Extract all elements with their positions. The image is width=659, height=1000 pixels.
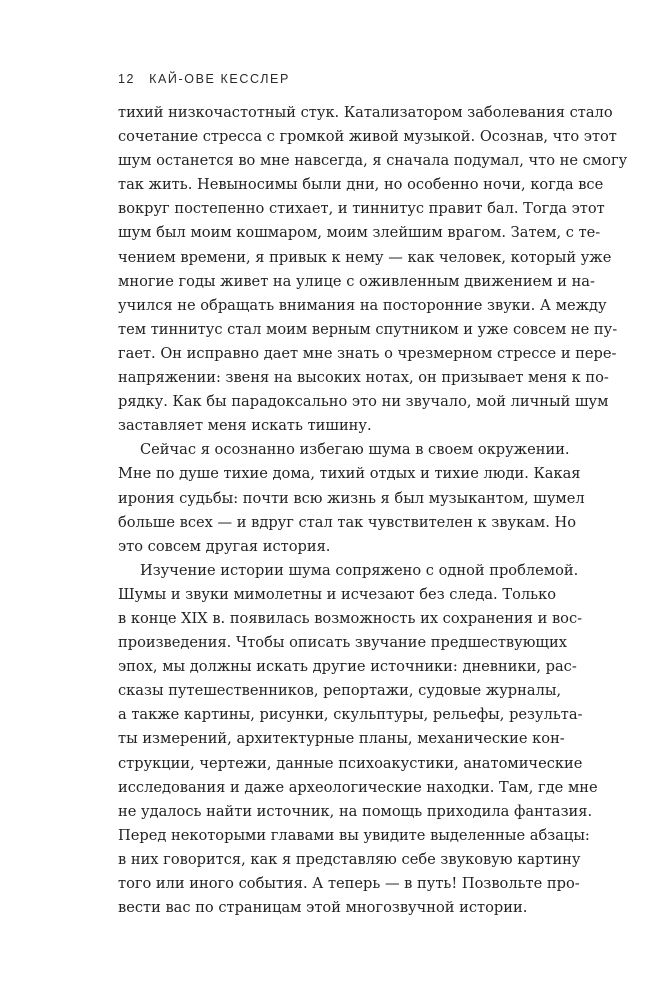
text-line: струкции, чертежи, данные психоакустики, анатомические <box>118 754 583 772</box>
text-line: заставляет меня искать тишину. <box>118 417 372 435</box>
paragraph-1 <box>118 101 628 438</box>
text-line: Изучение истории шума сопряжено с одной проблемой. <box>140 561 579 579</box>
running-head <box>118 72 290 86</box>
text-line: шум был моим кошмаром, моим злейшим врагом. Затем, с те- <box>118 224 601 242</box>
text-line: исследования и даже археологические находки. Там, где мне <box>118 778 598 796</box>
text-line: эпох, мы должны искать другие источники: дневники, рас- <box>118 658 577 676</box>
paragraph-3 <box>118 559 598 920</box>
paragraph-2 <box>118 438 585 558</box>
text-line: тем тиннитус стал моим верным спутником и уже совсем не пу- <box>118 320 618 338</box>
text-line: рядку. Как бы парадоксально это ни звучало, мой личный шум <box>118 393 609 411</box>
text-line: в конце XIX в. появилась возможность их сохранения и вос- <box>118 609 583 627</box>
text-line: Перед некоторыми главами вы увидите выделенные абзацы: <box>118 826 590 844</box>
text-line: так жить. Невыносимы были дни, но особенно ночи, когда все <box>118 176 604 194</box>
text-line: больше всех — и вдруг стал так чувствителен к звукам. Но <box>118 513 577 531</box>
text-line: того или иного события. А теперь — в путь! Позвольте про- <box>118 875 580 892</box>
text-line: Сейчас я осознанно избегаю шума в своем окружении. <box>140 441 570 459</box>
text-line: тихий низкочастотный стук. Катализатором заболевания стало <box>118 104 613 121</box>
text-line: в них говорится, как я представляю себе звуковую картину <box>118 850 581 868</box>
text-line: Шумы и звуки мимолетны и исчезают без следа. Только <box>118 585 556 603</box>
text-line: ирония судьбы: почти всю жизнь я был музыкантом, шумел <box>118 489 585 507</box>
text-line: учился не обращать внимания на посторонние звуки. А между <box>118 296 607 314</box>
text-line: Мне по душе тихие дома, тихий отдых и тихие люди. Какая <box>118 465 581 483</box>
text-line: чением времени, я привык к нему — как человек, который уже <box>118 248 612 266</box>
text-line: это совсем другая история. <box>118 537 331 555</box>
text-line: шум останется во мне навсегда, я сначала подумал, что не смогу <box>118 152 628 170</box>
running-head-author: КАЙ-ОВЕ КЕССЛЕР <box>149 72 290 86</box>
text-line: многие годы живет на улице с оживленным движением и на- <box>118 272 595 290</box>
text-line: сказы путешественников, репортажи, судовые журналы, <box>118 682 562 700</box>
text-line: а также картины, рисунки, скульптуры, рельефы, результа- <box>118 706 583 724</box>
text-line: напряжении: звеня на высоких нотах, он призывает меня к по- <box>118 369 609 387</box>
text-line: вокруг постепенно стихает, и тиннитус правит бал. Тогда этот <box>118 200 605 218</box>
text-line: гает. Он исправно дает мне знать о чрезмерном стрессе и пере- <box>118 344 617 362</box>
text-line: произведения. Чтобы описать звучание предшествующих <box>118 634 567 652</box>
text-line: вести вас по страницам этой многозвучной истории. <box>118 899 528 917</box>
text-line: ты измерений, архитектурные планы, механические кон- <box>118 730 565 748</box>
body-text <box>118 101 628 920</box>
text-line: сочетание стресса с громкой живой музыкой. Осознав, что этот <box>118 128 617 146</box>
text-line: не удалось найти источник, на помощь приходила фантазия. <box>118 802 593 820</box>
page-number: 12 <box>118 72 136 86</box>
